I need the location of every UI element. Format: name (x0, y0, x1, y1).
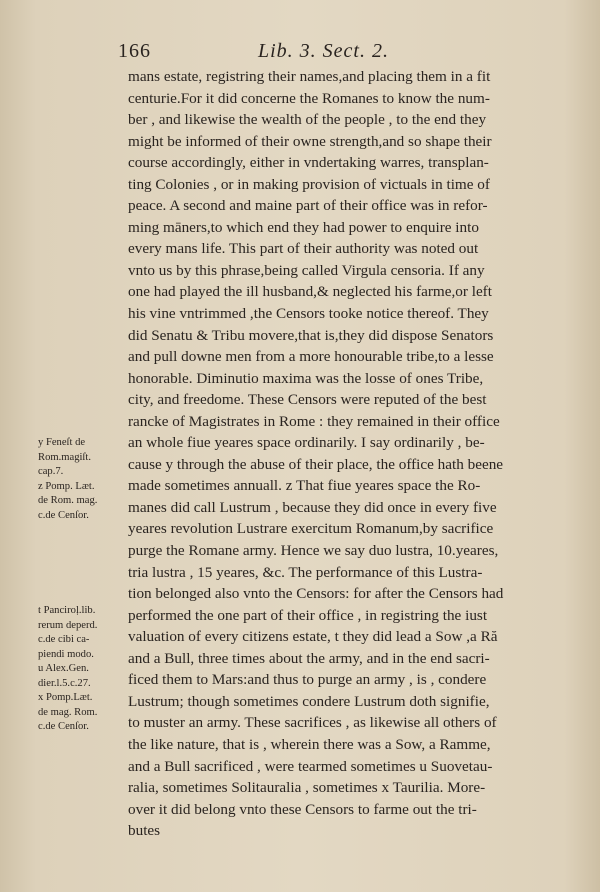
page-number: 166 (118, 40, 151, 62)
margin-line: Rom.magiſt. (38, 451, 91, 463)
text-line: every mans life. This part of their authority was noted out (128, 240, 479, 258)
margin-line: rerum deperd. (38, 619, 98, 631)
text-line: yeares revolution Lustrare exercitum Romanum,by sacrifice (128, 520, 494, 538)
margin-line: de Rom. mag. (38, 495, 98, 506)
text-line: and pull downe men from a more honourable tribe,to a lesse (128, 348, 494, 366)
text-line: Lustrum; though sometimes condere Lustrum doth signifie, (128, 692, 490, 710)
marginal-note-1 (38, 436, 130, 523)
margin-line: c.de Cenſor. (38, 721, 89, 732)
text-line: tria lustra , 15 yeares, &c. The performance of this Lustra- (128, 563, 483, 581)
text-line: course accordingly, either in vndertaking warres, transplan- (128, 154, 489, 172)
text-line: tion belonged also vnto the Censors: for after the Censors had (128, 585, 504, 603)
text-line: the like nature, that is , wherein there was a Sow, a Ramme, (128, 735, 491, 753)
text-line: rancke of Magistrates in Rome : they remained in their office (128, 412, 500, 430)
text-line: ting Colonies , or in making provision of victuals in time of (128, 175, 490, 193)
margin-line: dier.l.5.c.27. (38, 677, 91, 689)
margin-line: de mag. Rom. (38, 706, 98, 718)
text-line: valuation of every citizens estate, t they did lead a Sow ,a Ră (128, 628, 498, 646)
text-line: honorable. Diminutio maxima was the losse of ones Tribe, (128, 369, 484, 387)
margin-line: z Pomp. Læt. (38, 480, 95, 492)
text-line: one had played the ill husband,& neglected his farme,or left (128, 283, 492, 301)
text-line: manes did call Lustrum , because they did once in every five (128, 498, 497, 516)
margin-line: x Pomp.Læt. (38, 692, 93, 703)
margin-line: t Panciroḷ.lib. (38, 605, 96, 616)
marginal-note-2 (38, 604, 130, 735)
margin-line: u Alex.Gen. (38, 663, 89, 674)
margin-line: c.de cibi ca- (38, 634, 90, 645)
text-line: made sometimes annuall. z That fiue yeares space the Ro- (128, 477, 481, 495)
text-line: butes (128, 822, 161, 840)
margin-line: c.de Cenſor. (38, 509, 89, 521)
text-line: over it did belong vnto these Censors to farme out the tri- (128, 800, 477, 818)
text-line: and a Bull, three times about the army, and in the end sacri- (128, 649, 490, 667)
text-line: cause y through the abuse of their place, the office hath beene (128, 455, 504, 473)
margin-line: y Feneſt de (38, 437, 86, 448)
text-line: ficed them to Mars:and thus to purge an army , is , condere (128, 671, 487, 689)
text-line: purge the Romane army. Hence we say duo lustra, 10.yeares, (128, 542, 499, 560)
text-line: to muster an army. These sacrifices , as likewise all others of (128, 714, 497, 732)
margin-line: piendi modo. (38, 648, 94, 660)
text-line: and a Bull sacrificed , were tearmed sometimes u Suovetau- (128, 757, 493, 775)
text-line: ming māners,to which end they had power to enquire into (128, 218, 479, 236)
text-line: peace. A second and maine part of their office was in refor- (128, 197, 488, 215)
section-heading: Lib. 3. Sect. 2. (258, 40, 389, 62)
margin-line: cap.7. (38, 466, 64, 477)
text-line: ralia, sometimes Solitauralia , sometimes x Taurilia. More- (128, 779, 486, 797)
text-line: centurie.For it did concerne the Romanes to know the num- (128, 89, 490, 107)
text-line: an whole fiue yeares space ordinarily. I say ordinarily , be- (128, 434, 485, 452)
running-head (118, 40, 478, 68)
text-line: might be informed of their owne strength,and so shape their (128, 132, 492, 150)
text-line: his vine vntrimmed ,the Censors tooke notice thereof. They (128, 305, 489, 323)
text-line: did Senatu & Tribu movere,that is,they did dispose Senators (128, 326, 494, 344)
text-line: ber , and likewise the wealth of the people , to the end they (128, 111, 487, 129)
text-line: mans estate, registring their names,and placing them in a fit (128, 68, 491, 85)
text-line: city, and freedome. These Censors were reputed of the best (128, 391, 487, 409)
text-line: vnto us by this phrase,being called Virgula censoria. If any (128, 261, 485, 279)
main-text-block (128, 66, 590, 842)
text-line: performed the one part of their office , in registring the iust (128, 606, 488, 624)
